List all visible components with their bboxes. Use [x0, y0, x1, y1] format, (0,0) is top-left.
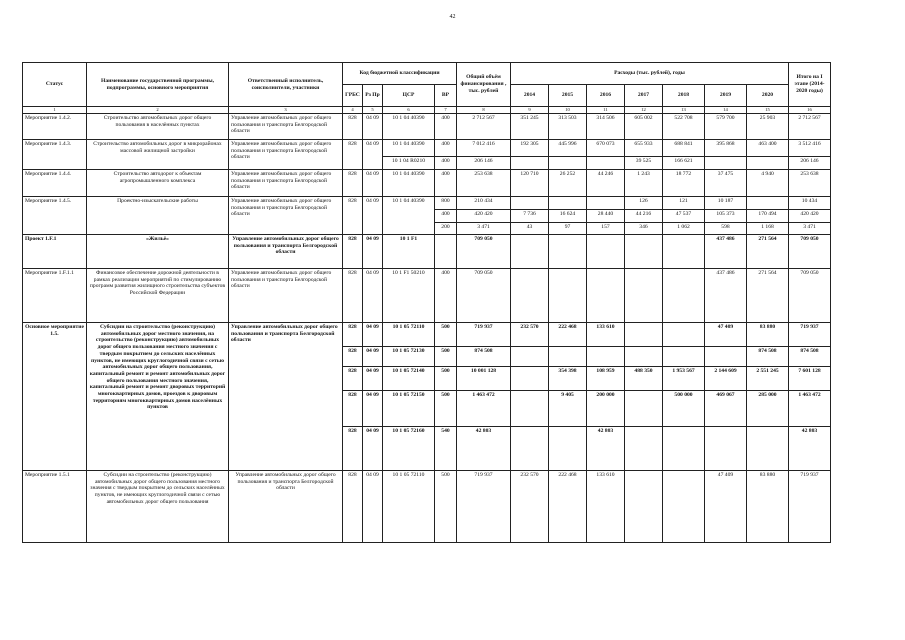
- row-vr: 200: [435, 223, 457, 235]
- row-csr: 10 1 05 72140: [383, 367, 435, 391]
- row-status: Мероприятие 1.4.3.: [23, 140, 87, 170]
- cell-2014: 351 245: [511, 114, 549, 140]
- column-index: 2: [87, 107, 229, 114]
- cell-2019: [705, 157, 747, 170]
- cell-2016: [587, 269, 625, 323]
- row-grbs: 828: [343, 367, 363, 391]
- row-rzpr: 04 09: [363, 197, 383, 235]
- cell-2015: [549, 235, 587, 269]
- row-rzpr: 04 09: [363, 427, 383, 471]
- cell-2015: 445 996: [549, 140, 587, 157]
- cell-2016: [587, 235, 625, 269]
- row-total: 1 463 472: [457, 391, 511, 427]
- row-vr: 540: [435, 427, 457, 471]
- row-name: Проектно-изыскательские работы: [87, 197, 229, 235]
- row-csr: 10 1 04 40390: [383, 197, 435, 235]
- cell-2016: 44 246: [587, 170, 625, 197]
- cell-2019: 437 486: [705, 269, 747, 323]
- cell-2019: 47 409: [705, 471, 747, 543]
- row-responsible: Управление автомобильных дорог общего пользования и транспорта Белгородской области: [229, 170, 343, 197]
- cell-stage-total: 206 146: [789, 157, 831, 170]
- row-total: 7 012 416: [457, 140, 511, 157]
- cell-2014: [511, 269, 549, 323]
- cell-stage-total: 7 601 128: [789, 367, 831, 391]
- cell-2018: [663, 323, 705, 347]
- cell-stage-total: 3 471: [789, 223, 831, 235]
- header-2016: 2016: [587, 85, 625, 107]
- cell-2020: 2 551 245: [747, 367, 789, 391]
- row-name: Строительство автодорог к объектам агропромышленного комплекса: [87, 170, 229, 197]
- column-index-row: [23, 107, 831, 114]
- column-index: 10: [549, 107, 587, 114]
- row-csr: 10 1 F1: [383, 235, 435, 269]
- table-row: [23, 269, 831, 323]
- cell-2017: [625, 235, 663, 269]
- row-status: Мероприятие 1.4.5.: [23, 197, 87, 235]
- cell-2019: 579 700: [705, 114, 747, 140]
- row-grbs: 828: [343, 269, 363, 323]
- cell-stage-total: 10 434: [789, 197, 831, 210]
- cell-2020: 463 400: [747, 140, 789, 157]
- cell-2014: [511, 157, 549, 170]
- row-total: 42 803: [457, 427, 511, 471]
- row-total: 709 050: [457, 269, 511, 323]
- cell-stage-total: 253 638: [789, 170, 831, 197]
- row-vr: 800: [435, 197, 457, 210]
- cell-2020: [747, 157, 789, 170]
- row-rzpr: 04 09: [363, 323, 383, 347]
- cell-2017: 1 243: [625, 170, 663, 197]
- row-grbs: 828: [343, 323, 363, 347]
- cell-2018: 688 841: [663, 140, 705, 157]
- row-vr: 400: [435, 157, 457, 170]
- cell-2019: 37 475: [705, 170, 747, 197]
- row-status: Основное мероприятие 1.5.: [23, 323, 87, 471]
- row-grbs: 828: [343, 391, 363, 427]
- cell-2017: [625, 471, 663, 543]
- cell-2020: 83 880: [747, 323, 789, 347]
- header-total: Общий объём финансирования , тыс. рублей: [457, 63, 511, 107]
- column-index: 11: [587, 107, 625, 114]
- cell-2014: [511, 235, 549, 269]
- cell-2015: 97: [549, 223, 587, 235]
- column-index: 6: [383, 107, 435, 114]
- cell-2014: 232 570: [511, 323, 549, 347]
- row-vr: 400: [435, 269, 457, 323]
- header-rzpr: Рз Пр: [363, 85, 383, 107]
- row-vr: 500: [435, 471, 457, 543]
- column-index: 16: [789, 107, 831, 114]
- header-2014: 2014: [511, 85, 549, 107]
- cell-2020: 25 903: [747, 114, 789, 140]
- row-vr: 500: [435, 323, 457, 347]
- cell-2015: 222 468: [549, 471, 587, 543]
- cell-2016: 42 803: [587, 427, 625, 471]
- cell-2016: 670 073: [587, 140, 625, 157]
- column-index: 13: [663, 107, 705, 114]
- table-row: [23, 114, 831, 140]
- cell-2016: [587, 347, 625, 367]
- table-row: [23, 235, 831, 269]
- cell-2017: [625, 347, 663, 367]
- column-index: 7: [435, 107, 457, 114]
- row-csr: 10 1 05 72160: [383, 427, 435, 471]
- row-status: Мероприятие 1.F.1.1: [23, 269, 87, 323]
- table-row: [23, 140, 831, 157]
- row-rzpr: 04 09: [363, 391, 383, 427]
- header-responsible: Ответственный исполнитель, соисполнители, участники: [229, 63, 343, 107]
- cell-2015: [549, 427, 587, 471]
- row-total: 210 434: [457, 197, 511, 210]
- cell-2014: 192 305: [511, 140, 549, 157]
- row-vr: 400: [435, 114, 457, 140]
- cell-2020: 83 880: [747, 471, 789, 543]
- row-csr: 10 1 04 R0210: [383, 157, 435, 170]
- cell-stage-total: 2 712 567: [789, 114, 831, 140]
- table-row: [23, 471, 831, 543]
- row-grbs: 828: [343, 427, 363, 471]
- row-rzpr: 04 09: [363, 170, 383, 197]
- row-rzpr: 04 09: [363, 114, 383, 140]
- cell-2019: 47 409: [705, 323, 747, 347]
- row-vr: 400: [435, 170, 457, 197]
- cell-stage-total: 420 420: [789, 210, 831, 223]
- column-index: 1: [23, 107, 87, 114]
- cell-2019: 395 868: [705, 140, 747, 157]
- cell-2014: [511, 391, 549, 427]
- cell-2019: 10 187: [705, 197, 747, 210]
- cell-stage-total: 874 508: [789, 347, 831, 367]
- row-csr: 10 1 F1 50210: [383, 269, 435, 323]
- cell-2015: [549, 269, 587, 323]
- row-responsible: Управление автомобильных дорог общего пользования и транспорта Белгородской области: [229, 197, 343, 235]
- cell-2020: 874 508: [747, 347, 789, 367]
- row-grbs: 828: [343, 471, 363, 543]
- cell-2016: 133 610: [587, 323, 625, 347]
- cell-stage-total: 709 050: [789, 269, 831, 323]
- cell-2019: [705, 347, 747, 367]
- row-total: 206 146: [457, 157, 511, 170]
- row-total: 709 050: [457, 235, 511, 269]
- header-2020: 2020: [747, 85, 789, 107]
- row-status: Проект 1.F.1: [23, 235, 87, 269]
- header-2017: 2017: [625, 85, 663, 107]
- cell-2016: 108 959: [587, 367, 625, 391]
- row-total: 719 937: [457, 323, 511, 347]
- cell-2017: 39 525: [625, 157, 663, 170]
- page-number: 42: [449, 14, 456, 20]
- cell-2017: [625, 269, 663, 323]
- row-grbs: 828: [343, 235, 363, 269]
- cell-stage-total: 1 463 472: [789, 391, 831, 427]
- column-index: 9: [511, 107, 549, 114]
- row-responsible: Управление автомобильных дорог общего пользования и транспорта Белгородской области: [229, 471, 343, 543]
- cell-2016: 28 440: [587, 210, 625, 223]
- row-grbs: 828: [343, 170, 363, 197]
- cell-stage-total: 719 937: [789, 471, 831, 543]
- cell-2020: 271 564: [747, 269, 789, 323]
- cell-2017: [625, 323, 663, 347]
- row-rzpr: 04 09: [363, 235, 383, 269]
- cell-2018: 47 537: [663, 210, 705, 223]
- cell-2019: 598: [705, 223, 747, 235]
- row-vr: 400: [435, 140, 457, 157]
- table-row: [23, 197, 831, 210]
- row-vr: 500: [435, 347, 457, 367]
- row-rzpr: 04 09: [363, 140, 383, 170]
- row-total: 420 420: [457, 210, 511, 223]
- cell-2017: 605 002: [625, 114, 663, 140]
- cell-2015: 9 405: [549, 391, 587, 427]
- row-responsible: Управление автомобильных дорог общего пользования и транспорта Белгородской области: [229, 140, 343, 170]
- header-budget-code: Код бюджетной классификации: [343, 63, 457, 85]
- row-status: Мероприятие 1.4.2.: [23, 114, 87, 140]
- cell-2020: 4 940: [747, 170, 789, 197]
- cell-2020: [747, 197, 789, 210]
- cell-stage-total: 3 512 416: [789, 140, 831, 157]
- cell-2018: [663, 269, 705, 323]
- cell-2016: 133 610: [587, 471, 625, 543]
- cell-2018: [663, 347, 705, 367]
- cell-2014: 7 736: [511, 210, 549, 223]
- cell-2014: [511, 347, 549, 367]
- cell-2018: [663, 235, 705, 269]
- budget-table: [22, 62, 831, 543]
- header-2018: 2018: [663, 85, 705, 107]
- column-index: 12: [625, 107, 663, 114]
- cell-2018: [663, 471, 705, 543]
- table-row: [23, 323, 831, 347]
- cell-2017: [625, 427, 663, 471]
- row-csr: 10 1 05 72110: [383, 323, 435, 347]
- row-total: 253 638: [457, 170, 511, 197]
- row-name: Финансовое обеспечение дорожной деятельности в рамках реализации мероприятий по стимулированию программ развития жилищного строительства субъектов Российской Федерации: [87, 269, 229, 323]
- row-csr: 10 1 05 72110: [383, 471, 435, 543]
- header-name: Наименование государственной программы, подпрограммы, основного мероприятия: [87, 63, 229, 107]
- row-csr: 10 1 05 72130: [383, 347, 435, 367]
- cell-2014: [511, 427, 549, 471]
- row-csr: 10 1 05 72150: [383, 391, 435, 427]
- row-rzpr: 04 09: [363, 269, 383, 323]
- row-total: 2 712 567: [457, 114, 511, 140]
- column-index: 5: [363, 107, 383, 114]
- cell-2015: 313 503: [549, 114, 587, 140]
- cell-2018: 166 621: [663, 157, 705, 170]
- cell-2016: 314 506: [587, 114, 625, 140]
- cell-2015: 16 624: [549, 210, 587, 223]
- cell-2018: 522 708: [663, 114, 705, 140]
- row-vr: 500: [435, 391, 457, 427]
- cell-2015: [549, 347, 587, 367]
- cell-2016: 200 000: [587, 391, 625, 427]
- cell-2020: 271 564: [747, 235, 789, 269]
- cell-2019: 105 373: [705, 210, 747, 223]
- cell-2017: 488 350: [625, 367, 663, 391]
- cell-2015: 354 398: [549, 367, 587, 391]
- row-rzpr: 04 09: [363, 367, 383, 391]
- column-index: 14: [705, 107, 747, 114]
- row-name: Строительство автомобильных дорог в микрорайонах массовой жилищной застройки: [87, 140, 229, 170]
- cell-2015: 222 468: [549, 323, 587, 347]
- row-name: Строительство автомобильных дорог общего пользования в населённых пунктах: [87, 114, 229, 140]
- row-status: Мероприятие 1.4.4.: [23, 170, 87, 197]
- row-total: 719 937: [457, 471, 511, 543]
- cell-2018: 1 953 567: [663, 367, 705, 391]
- column-index: 4: [343, 107, 363, 114]
- cell-2017: [625, 391, 663, 427]
- cell-2018: 1 062: [663, 223, 705, 235]
- header-2015: 2015: [549, 85, 587, 107]
- row-responsible: Управление автомобильных дорог общего пользования и транспорта Белгородской области: [229, 235, 343, 269]
- cell-2015: 26 252: [549, 170, 587, 197]
- column-index: 15: [747, 107, 789, 114]
- header-status: Статус: [23, 63, 87, 107]
- cell-2014: 232 570: [511, 471, 549, 543]
- cell-2017: 346: [625, 223, 663, 235]
- cell-stage-total: 42 803: [789, 427, 831, 471]
- header-grbs: ГРБС: [343, 85, 363, 107]
- cell-2020: 1 168: [747, 223, 789, 235]
- row-responsible: Управление автомобильных дорог общего пользования и транспорта Белгородской области: [229, 323, 343, 471]
- cell-2016: [587, 197, 625, 210]
- cell-2015: [549, 157, 587, 170]
- row-vr: 400: [435, 210, 457, 223]
- cell-stage-total: 719 937: [789, 323, 831, 347]
- header-2019: 2019: [705, 85, 747, 107]
- row-total: 10 001 128: [457, 367, 511, 391]
- row-csr: 10 1 04 40390: [383, 170, 435, 197]
- row-grbs: 828: [343, 347, 363, 367]
- cell-2014: [511, 367, 549, 391]
- row-grbs: 828: [343, 114, 363, 140]
- header-csr: ЦСР: [383, 85, 435, 107]
- cell-2017: 655 933: [625, 140, 663, 157]
- cell-2014: [511, 197, 549, 210]
- cell-2014: 43: [511, 223, 549, 235]
- cell-2019: 469 067: [705, 391, 747, 427]
- cell-2019: [705, 427, 747, 471]
- cell-2016: 157: [587, 223, 625, 235]
- cell-2017: 44 216: [625, 210, 663, 223]
- row-status: Мероприятие 1.5.1: [23, 471, 87, 543]
- cell-2019: 437 486: [705, 235, 747, 269]
- cell-2016: [587, 157, 625, 170]
- cell-2014: 120 710: [511, 170, 549, 197]
- row-total: 874 508: [457, 347, 511, 367]
- cell-2020: [747, 427, 789, 471]
- row-responsible: Управление автомобильных дорог общего пользования и транспорта Белгородской области: [229, 114, 343, 140]
- row-name: «Жильё»: [87, 235, 229, 269]
- header-stage-total: Итого на I этапе (2014-2020 годы): [789, 63, 831, 107]
- cell-2018: [663, 427, 705, 471]
- row-grbs: 828: [343, 140, 363, 170]
- row-rzpr: 04 09: [363, 471, 383, 543]
- row-grbs: 828: [343, 197, 363, 235]
- header-vr: ВР: [435, 85, 457, 107]
- cell-2020: 170 494: [747, 210, 789, 223]
- row-vr: [435, 235, 457, 269]
- row-csr: 10 1 04 40390: [383, 114, 435, 140]
- cell-2019: 2 144 609: [705, 367, 747, 391]
- cell-2020: 285 000: [747, 391, 789, 427]
- cell-2015: [549, 197, 587, 210]
- table-row: [23, 170, 831, 197]
- cell-2018: 121: [663, 197, 705, 210]
- column-index: 3: [229, 107, 343, 114]
- row-name: Субсидии на строительство (реконструкцию) автомобильных дорог общего пользования местного значения с твердым покрытием до сельских населённых пунктов, не имеющих круглогодичной связи с сетью автомобильных дорог общего пользования: [87, 471, 229, 543]
- cell-stage-total: 709 050: [789, 235, 831, 269]
- row-total: 3 471: [457, 223, 511, 235]
- column-index: 8: [457, 107, 511, 114]
- row-responsible: Управление автомобильных дорог общего пользования и транспорта Белгородской области: [229, 269, 343, 323]
- row-rzpr: 04 09: [363, 347, 383, 367]
- header-expenses: Расходы (тыс. рублей), годы: [511, 63, 789, 85]
- row-csr: 10 1 04 40390: [383, 140, 435, 157]
- cell-2018: 500 000: [663, 391, 705, 427]
- row-name: Субсидии на строительство (реконструкцию) автомобильных дорог местного значения, на строительство (реконструкцию) автомобильных дорог общего пользования местного значения с твердым покрытием до сельских населённых пунктов, не имеющих круглогодичной связи с сетью автомобильных дорог общего пользования, капитальный ремонт и ремонт автомобильных дорог общего пользования местного значения, капитальный ремонт и ремонт дворовых территорий многоквартирных домов, проездов к дворовым территориям многоквартирных домов населённых пунктов: [87, 323, 229, 471]
- cell-2017: 126: [625, 197, 663, 210]
- row-vr: 500: [435, 367, 457, 391]
- cell-2018: 18 772: [663, 170, 705, 197]
